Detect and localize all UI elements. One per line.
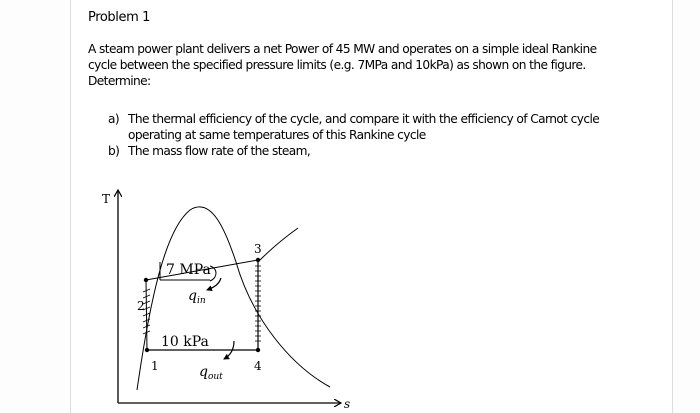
question-a-label: a) (108, 112, 120, 126)
state-4-point (256, 348, 260, 352)
state-3-label: 3 (254, 242, 262, 256)
statement-line-2: cycle between the specified pressure limits (e.g. 7MPa and 10kPa) as shown on the figure. (88, 58, 586, 72)
heat-in-base: q (188, 288, 197, 304)
saturation-dome (137, 207, 330, 390)
high-pressure-curve (260, 228, 298, 260)
state-4-label: 4 (254, 359, 262, 373)
t-axis-label: T (102, 192, 111, 206)
s-axis-label: s (344, 397, 351, 411)
heat-in-label (188, 288, 206, 306)
heat-out-label (199, 364, 223, 382)
problem-title: Problem 1 (88, 10, 150, 25)
heat-out-base: q (199, 364, 208, 380)
heat-in-sub: in (196, 296, 206, 306)
state-1-point (145, 348, 149, 352)
question-a-text-1: The thermal efficiency of the cycle, and compare it with the efficiency of Carnot cycle (128, 112, 600, 126)
low-pressure-label: 10 kPa (161, 334, 209, 350)
question-b-text: The mass flow rate of the steam, (128, 144, 311, 158)
question-a-text-2: operating at same temperatures of this Rankine cycle (128, 128, 426, 142)
state-3-point (256, 258, 260, 262)
statement-line-3: Determine: (88, 74, 151, 88)
statement-line-1: A steam power plant delivers a net Power of 45 MW and operates on a simple ideal Rankine (88, 42, 597, 56)
state-2-label: 2 (137, 299, 145, 313)
high-pressure-label: 7 MPa (166, 262, 211, 278)
heat-out-sub: out (207, 372, 223, 382)
state-2-point (144, 278, 148, 282)
question-b-label: b) (108, 144, 120, 158)
state-1-label: 1 (151, 359, 159, 373)
